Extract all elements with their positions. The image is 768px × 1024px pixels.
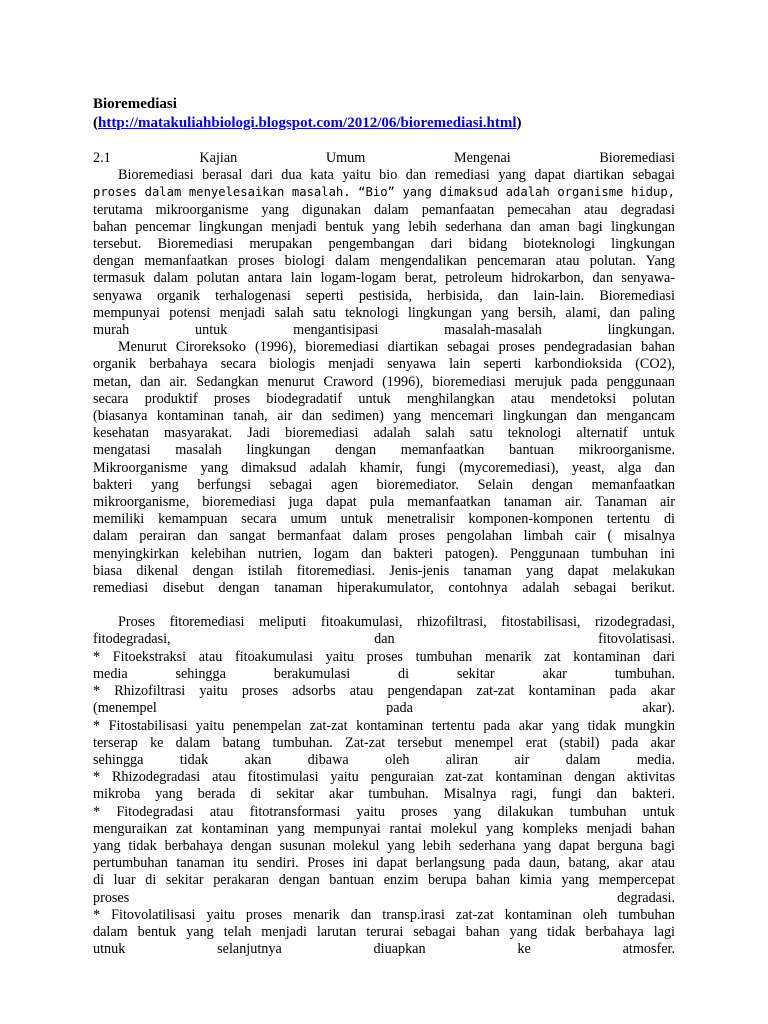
paragraph-2 (93, 339, 675, 597)
text-line: * Fitoekstraksi atau fitoakumulasi yaitu proses tumbuhan menarik zat kontaminan dari (93, 648, 675, 665)
text-line: remediasi disebut dengan tanaman hiperakumulator, contohnya adalah sebagai berikut. (93, 580, 675, 597)
text-line: Menurut Ciroreksoko (1996), bioremediasi diartikan sebagai proses pendegradasian bahan (118, 339, 675, 356)
text-line: mikroba yang berada di sekitar akar tumbuhan. Misalnya ragi, fungi dan bakteri. (93, 786, 675, 803)
text-line: terutama mikroorganisme yang digunakan dalam pemanfaatan pemecahan atau degradasi (93, 201, 675, 218)
text-line: dengan memanfaatkan proses biologi dalam mengendalikan pencemaran atau polutan. Yang (93, 253, 675, 270)
paren-close: ) (516, 115, 522, 131)
text-line: * Rhizofiltrasi yaitu proses adsorbs atau pengendapan zat-zat kontaminan pada akar (93, 683, 675, 700)
bullet-rhizofiltrasi (93, 683, 675, 717)
text-line: secara produktif proses biodegradatif untuk menghilangkan atau mendetoksi polutan (93, 390, 675, 407)
text-line: * Fitodegradasi atau fitotransformasi yaitu proses yang dilakukan tumbuhan untuk (93, 803, 675, 820)
text-line: termasuk dalam polutan antara lain logam-logam berat, petroleum hidrokarbon, dan senyawa- (93, 270, 675, 287)
text-line: bakteri yang berfungsi sebagai agen bioremediator. Selain dengan memanfaatkan (93, 476, 675, 493)
bullet-fitovolatilisasi (93, 907, 675, 959)
text-line: proses dalam menyelesaikan masalah. “Bio” yang dimaksud adalah organisme hidup, (93, 185, 675, 200)
paren-open: ( (93, 115, 98, 131)
doc-title: Bioremediasi (93, 96, 177, 112)
source-line (93, 114, 522, 132)
paragraph-gap (93, 597, 675, 614)
text-line: organik berbahaya secara biologis menjadi senyawa lain seperti karbondioksida (CO2), (93, 356, 675, 373)
document-body (93, 150, 675, 958)
text-line: di luar di sekitar perakaran dengan bantuan enzim berupa bahan kimia yang mempercepat (93, 872, 675, 889)
text-line: sehingga tidak akan dibawa oleh aliran air dalam media. (93, 751, 675, 768)
text-line: Mikroorganisme yang dimaksud adalah khamir, fungi (mycoremediasi), yeast, alga dan (93, 459, 675, 476)
text-line: mempunyai potensi menjadi salah satu teknologi lingkungan yang bersih, alami, dan paling (93, 304, 675, 321)
text-line: (menempel pada akar). (93, 700, 675, 717)
text-line: utnuk selanjutnya diuapkan ke atmosfer. (93, 941, 675, 958)
text-line: metan, dan air. Sedangkan menurut Craword (1996), bioremediasi merujuk pada penggunaan (93, 373, 675, 390)
text-line: * Fitovolatilisasi yaitu proses menarik dan transp.irasi zat-zat kontaminan oleh tumbuhan (93, 906, 675, 923)
text-line: * Fitostabilisasi yaitu penempelan zat-zat kontaminan tertentu pada akar yang tidak mungkin (93, 717, 675, 734)
text-line: fitodegradasi, dan fitovolatisasi. (93, 631, 675, 648)
bullet-rhizodegradasi (93, 769, 675, 803)
source-link[interactable]: http://matakuliahbiologi.blogspot.com/2012/06/bioremediasi.html (98, 115, 517, 131)
text-line: mikroorganisme, bioremediasi juga dapat pula memanfaatkan tanaman air. Tanaman air (93, 494, 675, 511)
text-line: media sehingga berakumulasi di sekitar akar tumbuhan. (93, 665, 675, 682)
text-line: menyingkirkan kelebihan nutrien, logam dan bakteri patogen). Penggunaan tumbuhan ini (93, 545, 675, 562)
text-line: terserap ke dalam batang tumbuhan. Zat-zat tersebut menempel erat (stabil) pada akar (93, 734, 675, 751)
text-line: yang tidak berbahaya dengan susunan molekul yang lebih sederhana yang dapat berguna bagi (93, 837, 675, 854)
text-line: Proses fitoremediasi meliputi fitoakumulasi, rhizofiltrasi, fitostabilisasi, rizodegradasi, (118, 614, 675, 631)
text-line: tersebut. Bioremediasi merupakan pengembangan dari bidang bioteknologi lingkungan (93, 236, 675, 253)
text-line: (biasanya kontaminan tanah, air dan sedimen) yang mencemari lingkungan dan mengancam (93, 408, 675, 425)
text-line: Bioremediasi berasal dari dua kata yaitu bio dan remediasi yang dapat diartikan sebagai (118, 167, 675, 184)
paragraph-3 (93, 614, 675, 648)
text-line: menguraikan zat kontaminan yang mempunyai rantai molekul yang kompleks menjadi bahan (93, 820, 675, 837)
text-line: biasa dikenal dengan istilah fitoremediasi. Jenis-jenis tanaman yang dapat melakukan (93, 562, 675, 579)
text-line: bahan pencemar lingkungan menjadi bentuk yang lebih sederhana dan aman bagi lingkungan (93, 218, 675, 235)
text-line: murah untuk mengantisipasi masalah-masalah lingkungan. (93, 322, 675, 339)
text-line: dalam perairan dan sangat bermanfaat dalam proses pengolahan limbah cair ( misalnya (93, 528, 675, 545)
paragraph-1 (93, 167, 675, 339)
text-line: proses degradasi. (93, 889, 675, 906)
text-line: kesehatan masyarakat. Jadi bioremediasi adalah salah satu teknologi alternatif untuk (93, 425, 675, 442)
bullet-fitodegradasi (93, 804, 675, 907)
text-line: memiliki kemampuan secara umum untuk menetralisir komponen-komponen tertentu di (93, 511, 675, 528)
bullet-fitoekstraksi (93, 649, 675, 683)
text-line: senyawa organik terhalogenasi seperti pestisida, herbisida, dan lain-lain. Bioremediasi (93, 287, 675, 304)
text-line: mengatasi masalah lingkungan dengan memanfaatkan bantuan mikroorganisme. (93, 442, 675, 459)
text-line: pertumbuhan tanaman itu sendiri. Proses ini dapat berlangsung pada daun, batang, akar atau (93, 855, 675, 872)
section-heading: 2.1 Kajian Umum Mengenai Bioremediasi (93, 150, 675, 166)
bullet-fitostabilisasi (93, 718, 675, 770)
text-line: * Rhizodegradasi atau fitostimulasi yaitu penguraian zat-zat kontaminan dengan aktivitas (93, 769, 675, 786)
text-line: dalam bentuk yang telah menjadi larutan terurai sebagai bahan yang tidak berbahaya lagi (93, 923, 675, 940)
